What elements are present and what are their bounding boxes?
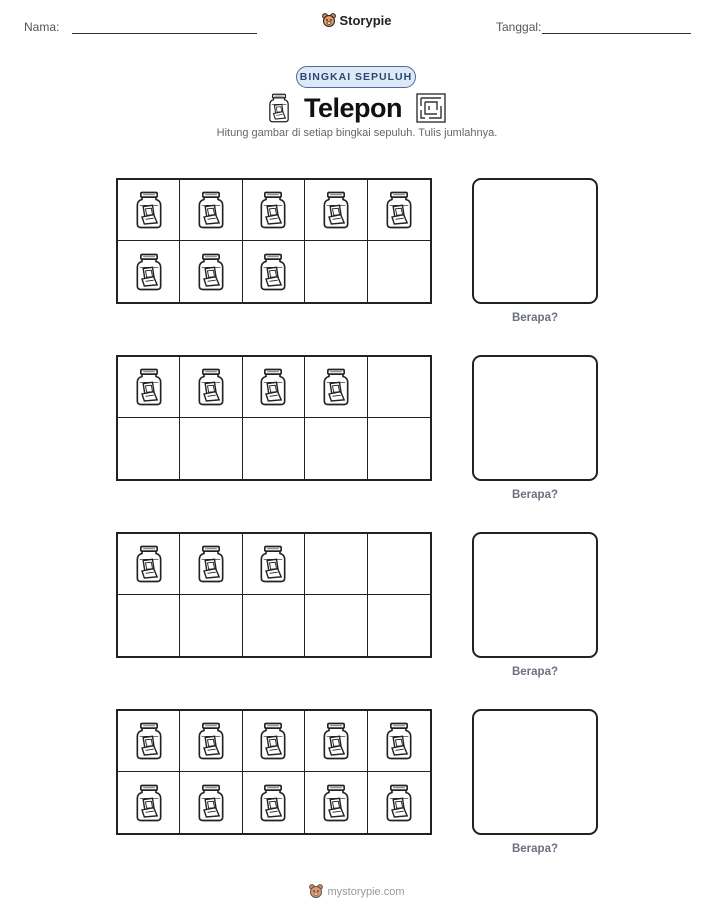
answer-box-4[interactable] [472, 709, 598, 835]
ten-frame-cell [243, 595, 305, 656]
phone-jar-icon [135, 783, 163, 823]
answer-box-2[interactable] [472, 355, 598, 481]
answer-box-1[interactable] [472, 178, 598, 304]
bear-mascot-icon [322, 13, 336, 28]
ten-frame-cell [305, 772, 367, 833]
ten-frame-cell [368, 534, 430, 595]
ten-frame-cell [243, 180, 305, 241]
ten-frame-cell [118, 711, 180, 772]
ten-frame-cell [180, 534, 242, 595]
ten-frame-cell [180, 357, 242, 418]
ten-frame-cell [305, 180, 367, 241]
ten-frame-cell [118, 418, 180, 479]
ten-frame-cell [368, 711, 430, 772]
ten-frame-cell [243, 772, 305, 833]
category-badge: BINGKAI SEPULUH [296, 66, 416, 88]
phone-jar-icon [259, 544, 287, 584]
answer-label-2: Berapa? [511, 489, 559, 501]
ten-frame-cell [118, 180, 180, 241]
answer-box-3[interactable] [472, 532, 598, 658]
phone-jar-icon [135, 190, 163, 230]
phone-jar-icon [135, 544, 163, 584]
phone-jar-icon [268, 93, 290, 123]
ten-frame-cell [368, 357, 430, 418]
ten-frame-4 [116, 709, 432, 835]
ten-frame-cell [243, 418, 305, 479]
bear-mascot-icon [309, 884, 323, 899]
phone-jar-icon [197, 783, 225, 823]
ten-frame-cell [243, 711, 305, 772]
phone-jar-icon [385, 190, 413, 230]
date-line[interactable] [542, 33, 691, 34]
phone-jar-icon [197, 721, 225, 761]
instructions: Hitung gambar di setiap bingkai sepuluh. Tulis jumlahnya. [216, 127, 498, 139]
answer-label-3: Berapa? [511, 666, 559, 678]
phone-jar-icon [259, 367, 287, 407]
name-line[interactable] [72, 33, 257, 34]
ten-frame-cell [305, 357, 367, 418]
phone-jar-icon [197, 252, 225, 292]
ten-frame-cell [180, 241, 242, 302]
ten-frame-cell [305, 534, 367, 595]
ten-frame-cell [180, 180, 242, 241]
ten-frame-cell [180, 595, 242, 656]
brand-logo [0, 13, 714, 28]
phone-jar-icon [322, 367, 350, 407]
answer-label-4: Berapa? [511, 843, 559, 855]
name-label: Nama: [24, 20, 60, 34]
ten-frame-cell [305, 418, 367, 479]
ten-frame-cell [180, 418, 242, 479]
phone-jar-icon [197, 367, 225, 407]
phone-jar-icon [197, 190, 225, 230]
ten-frame-cell [118, 772, 180, 833]
phone-jar-icon [322, 721, 350, 761]
ten-frame-cell [368, 418, 430, 479]
ten-frame-1 [116, 178, 432, 304]
ten-frame-cell [368, 241, 430, 302]
ten-frame-3 [116, 532, 432, 658]
answer-label-1: Berapa? [511, 312, 559, 324]
ten-frame-cell [243, 534, 305, 595]
footer-url[interactable]: mystorypie.com [327, 885, 405, 898]
ten-frame-cell [118, 357, 180, 418]
phone-jar-icon [385, 721, 413, 761]
phone-jar-icon [135, 252, 163, 292]
ten-frame-cell [118, 534, 180, 595]
page-title: Telepon [303, 92, 402, 123]
phone-jar-icon [259, 252, 287, 292]
phone-jar-icon [322, 783, 350, 823]
ten-frame-cell [118, 241, 180, 302]
ten-frame-cell [180, 772, 242, 833]
phone-jar-icon [259, 721, 287, 761]
phone-jar-icon [322, 190, 350, 230]
date-label: Tanggal: [496, 20, 542, 34]
footer [0, 884, 714, 899]
brand-name: Storypie [339, 13, 392, 28]
ten-frame-cell [368, 595, 430, 656]
phone-jar-icon [135, 721, 163, 761]
ten-frame-2 [116, 355, 432, 481]
phone-jar-icon [135, 367, 163, 407]
ten-frame-cell [368, 180, 430, 241]
phone-jar-icon [385, 783, 413, 823]
phone-jar-icon [259, 783, 287, 823]
ten-frame-cell [180, 711, 242, 772]
ten-frame-cell [305, 241, 367, 302]
title-row [0, 91, 714, 125]
maze-icon [416, 93, 446, 123]
ten-frame-cell [368, 772, 430, 833]
ten-frame-cell [243, 357, 305, 418]
ten-frame-cell [305, 595, 367, 656]
ten-frame-cell [243, 241, 305, 302]
phone-jar-icon [197, 544, 225, 584]
ten-frame-cell [305, 711, 367, 772]
phone-jar-icon [259, 190, 287, 230]
ten-frame-cell [118, 595, 180, 656]
